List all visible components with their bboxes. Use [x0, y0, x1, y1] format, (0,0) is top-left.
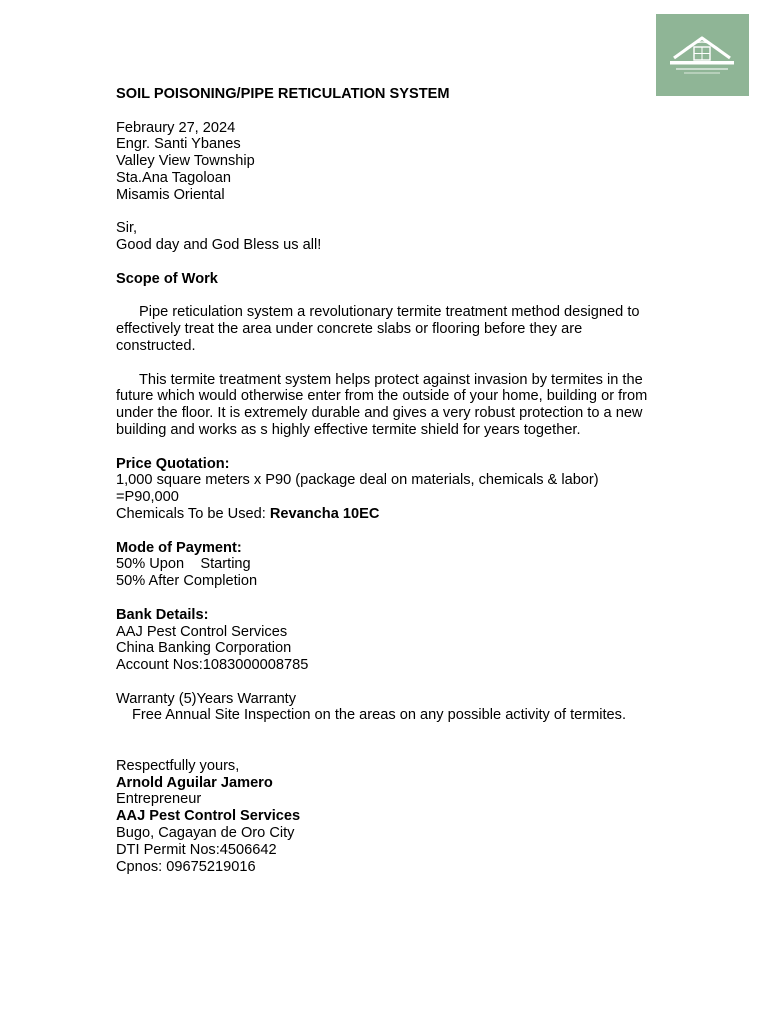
recipient-name: Engr. Santi Ybanes [116, 136, 241, 153]
scope-paragraph: This termite treatment system helps protect against invasion by termites in the future which would otherwise enter from the outside of your home, building or from under the floor. It is extremely durable and gives a very robust protection to a new building and works as s highly effective termite shield for years together. [116, 371, 648, 438]
dti-permit: DTI Permit Nos:4506642 [116, 841, 277, 858]
valediction: Respectfully yours, [116, 757, 240, 774]
bank-account-number: Account Nos:1083000008785 [116, 657, 309, 674]
bank-account-name: AAJ Pest Control Services [116, 623, 288, 640]
document-title: SOIL POISONING/PIPE RETICULATION SYSTEM [116, 86, 450, 102]
recipient-address-line: Misamis Oriental [116, 186, 225, 203]
payment-line: 50% Upon Starting [116, 556, 251, 573]
greeting: Good day and God Bless us all! [116, 237, 322, 254]
scope-heading: Scope of Work [116, 270, 218, 287]
payment-line: 50% After Completion [116, 573, 258, 590]
contact-phone: Cpnos: 09675219016 [116, 858, 256, 875]
recipient-address-line: Valley View Township [116, 153, 255, 170]
recipient-address-line: Sta.Ana Tagoloan [116, 169, 231, 186]
price-line: 1,000 square meters x P90 (package deal on materials, chemicals & labor) [116, 472, 599, 489]
scope-paragraph: Pipe reticulation system a revolutionary termite treatment method designed to effectively treat the area under concrete slabs or flooring before they are constructed. [116, 304, 640, 354]
warranty-line: Warranty (5)Years Warranty [116, 690, 297, 707]
bank-name: China Banking Corporation [116, 640, 292, 657]
price-total: =P90,000 [116, 489, 179, 506]
bank-heading: Bank Details: [116, 606, 209, 623]
salutation: Sir, [116, 220, 138, 237]
company-address: Bugo, Cagayan de Oro City [116, 825, 295, 842]
letter-date: Febraury 27, 2024 [116, 119, 236, 136]
payment-heading: Mode of Payment: [116, 539, 242, 556]
house-logo-icon [656, 14, 749, 96]
price-heading: Price Quotation: [116, 455, 230, 472]
chemicals-label: Chemicals To be Used: [116, 505, 270, 522]
letter-body [116, 86, 676, 875]
inspection-line: Free Annual Site Inspection on the areas on any possible activity of termites. [132, 707, 627, 724]
signer-title: Entrepreneur [116, 791, 202, 808]
company-name: AAJ Pest Control Services [116, 808, 301, 825]
signer-name: Arnold Aguilar Jamero [116, 774, 273, 791]
chemicals-line [116, 506, 676, 523]
company-logo [656, 14, 749, 96]
chemicals-value: Revancha 10EC [269, 505, 380, 522]
